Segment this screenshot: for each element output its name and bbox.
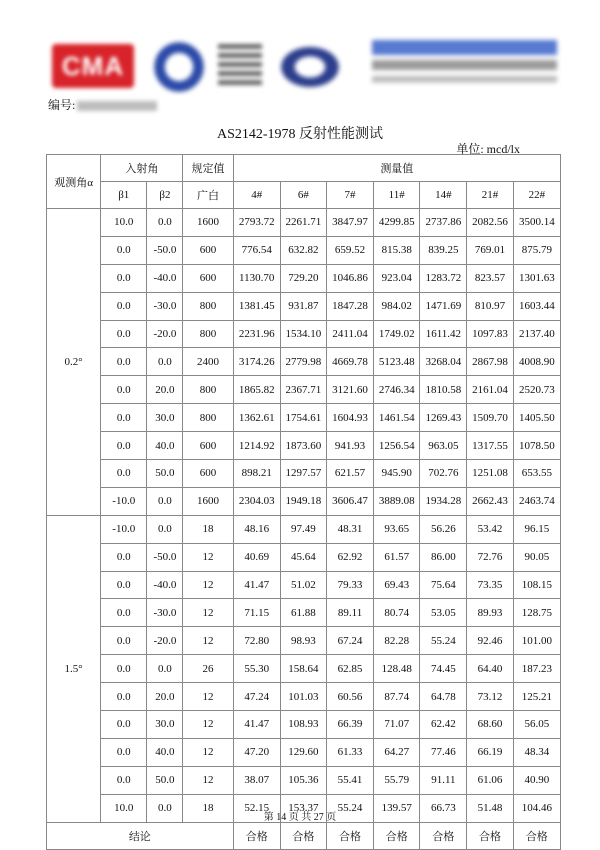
table-row [47,348,561,376]
page-footer: 第 14 页 共 27 页 [263,812,337,823]
conclusion-label: 结论 [47,822,234,849]
spec-sub-header: 广白 [183,182,233,209]
value-cell: 55.41 [326,766,373,794]
beta1-cell: 0.0 [101,627,147,655]
value-cell: 53.42 [467,515,513,543]
sample-header: 21# [467,182,513,209]
value-cell: 64.78 [420,683,467,711]
value-cell: 51.48 [467,794,513,822]
table-row [47,599,561,627]
value-cell: 60.56 [326,683,373,711]
table-row [47,209,561,237]
value-cell: 125.21 [513,683,560,711]
value-cell: 632.82 [280,236,326,264]
value-cell: 1949.18 [280,487,326,515]
value-cell: 86.00 [420,543,467,571]
beta2-cell: -20.0 [147,627,183,655]
value-cell: 90.05 [513,543,560,571]
beta2-cell: 0.0 [147,655,183,683]
value-cell: 823.57 [467,264,513,292]
value-cell: 128.75 [513,599,560,627]
value-cell: 1097.83 [467,320,513,348]
beta1-cell: 0.0 [101,766,147,794]
table-row [47,738,561,766]
value-cell: 1873.60 [280,432,326,460]
table-row [47,264,561,292]
value-cell: 91.11 [420,766,467,794]
value-cell: 1405.50 [513,404,560,432]
value-cell: 47.24 [233,683,280,711]
beta1-cell: 0.0 [101,460,147,488]
beta2-header: β2 [147,182,183,209]
sample-header: 11# [374,182,420,209]
value-cell: 2662.43 [467,487,513,515]
value-cell: 2520.73 [513,376,560,404]
value-cell: 66.39 [326,711,373,739]
value-cell: 128.48 [374,655,420,683]
value-cell: 1269.43 [420,404,467,432]
spec-cell: 600 [183,264,233,292]
value-cell: 92.46 [467,627,513,655]
obs-angle-cell: 0.2° [47,209,101,516]
value-cell: 1603.44 [513,292,560,320]
conclusion-cell: 合格 [513,822,560,849]
value-cell: 40.90 [513,766,560,794]
beta1-cell: 0.0 [101,683,147,711]
value-cell: 3847.97 [326,209,373,237]
value-cell: 62.92 [326,543,373,571]
table-row [47,627,561,655]
value-cell: 1847.28 [326,292,373,320]
value-cell: 41.47 [233,571,280,599]
value-cell: 105.36 [280,766,326,794]
cnas-logo [148,41,210,93]
value-cell: 40.69 [233,543,280,571]
beta2-cell: 30.0 [147,711,183,739]
conclusion-row [47,822,561,849]
header-row-2 [47,182,561,209]
beta1-cell: -10.0 [101,487,147,515]
value-cell: 153.37 [280,794,326,822]
value-cell: 1461.54 [374,404,420,432]
table-row [47,683,561,711]
value-cell: 108.15 [513,571,560,599]
value-cell: 2137.40 [513,320,560,348]
abt-logo [274,42,346,92]
table-row [47,487,561,515]
spec-cell: 12 [183,738,233,766]
beta1-cell: 0.0 [101,599,147,627]
beta2-cell: -50.0 [147,543,183,571]
unit-label: 单位: mcd/lx [456,142,520,156]
beta1-cell: 0.0 [101,348,147,376]
spec-cell: 800 [183,292,233,320]
value-cell: 93.65 [374,515,420,543]
table-row [47,711,561,739]
table-row [47,292,561,320]
value-cell: 3174.26 [233,348,280,376]
value-cell: 1283.72 [420,264,467,292]
beta1-cell: 0.0 [101,320,147,348]
beta1-cell: -10.0 [101,515,147,543]
sample-header: 4# [233,182,280,209]
beta2-cell: 0.0 [147,209,183,237]
value-cell: 984.02 [374,292,420,320]
value-cell: 56.05 [513,711,560,739]
value-cell: 48.16 [233,515,280,543]
value-cell: 1471.69 [420,292,467,320]
value-cell: 69.43 [374,571,420,599]
spec-cell: 12 [183,543,233,571]
beta1-cell: 0.0 [101,404,147,432]
spec-cell: 1600 [183,487,233,515]
value-cell: 1810.58 [420,376,467,404]
spec-cell: 12 [183,599,233,627]
value-cell: 898.21 [233,460,280,488]
value-cell: 1534.10 [280,320,326,348]
spec-cell: 1600 [183,209,233,237]
table-row [47,404,561,432]
value-cell: 77.46 [420,738,467,766]
value-cell: 4299.85 [374,209,420,237]
value-cell: 75.64 [420,571,467,599]
beta2-cell: 30.0 [147,404,183,432]
value-cell: 48.34 [513,738,560,766]
beta1-header: β1 [101,182,147,209]
value-cell: 1256.54 [374,432,420,460]
value-cell: 839.25 [420,236,467,264]
table-row [47,320,561,348]
value-cell: 87.74 [374,683,420,711]
value-cell: 2737.86 [420,209,467,237]
value-cell: 2411.04 [326,320,373,348]
table-row [47,543,561,571]
value-cell: 2304.03 [233,487,280,515]
value-cell: 5123.48 [374,348,420,376]
value-cell: 1754.61 [280,404,326,432]
table-row [47,460,561,488]
value-cell: 4669.78 [326,348,373,376]
value-cell: 2867.98 [467,348,513,376]
value-cell: 1611.42 [420,320,467,348]
header-row-1 [47,155,561,182]
value-cell: 776.54 [233,236,280,264]
value-cell: 139.57 [374,794,420,822]
value-cell: 3889.08 [374,487,420,515]
value-cell: 89.93 [467,599,513,627]
value-cell: 769.01 [467,236,513,264]
spec-header: 规定值 [183,155,233,182]
spec-cell: 12 [183,571,233,599]
value-cell: 1251.08 [467,460,513,488]
value-cell: 941.93 [326,432,373,460]
value-cell: 1604.93 [326,404,373,432]
beta2-cell: 40.0 [147,738,183,766]
value-cell: 3500.14 [513,209,560,237]
value-cell: 158.64 [280,655,326,683]
value-cell: 2261.71 [280,209,326,237]
logo-bar [52,36,562,96]
beta1-cell: 0.0 [101,543,147,571]
beta2-cell: -30.0 [147,599,183,627]
value-cell: 97.49 [280,515,326,543]
table-row [47,236,561,264]
value-cell: 1078.50 [513,432,560,460]
value-cell: 73.35 [467,571,513,599]
value-cell: 1130.70 [233,264,280,292]
beta2-cell: -40.0 [147,571,183,599]
table-body [47,155,561,850]
spec-cell: 600 [183,236,233,264]
value-cell: 2793.72 [233,209,280,237]
table-row [47,515,561,543]
value-cell: 61.33 [326,738,373,766]
value-cell: 1749.02 [374,320,420,348]
value-cell: 101.03 [280,683,326,711]
value-cell: 55.24 [326,794,373,822]
spec-cell: 12 [183,683,233,711]
cma-logo: CMA [52,44,134,88]
beta1-cell: 0.0 [101,432,147,460]
value-cell: 64.27 [374,738,420,766]
value-cell: 80.74 [374,599,420,627]
value-cell: 45.64 [280,543,326,571]
value-cell: 74.45 [420,655,467,683]
value-cell: 62.42 [420,711,467,739]
spec-cell: 18 [183,794,233,822]
value-cell: 963.05 [420,432,467,460]
spec-cell: 12 [183,627,233,655]
value-cell: 61.06 [467,766,513,794]
table-row [47,432,561,460]
spec-cell: 18 [183,515,233,543]
spec-cell: 800 [183,320,233,348]
beta2-cell: -50.0 [147,236,183,264]
value-cell: 1297.57 [280,460,326,488]
value-cell: 1509.70 [467,404,513,432]
value-cell: 108.93 [280,711,326,739]
value-cell: 1381.45 [233,292,280,320]
value-cell: 2231.96 [233,320,280,348]
value-cell: 89.11 [326,599,373,627]
conclusion-cell: 合格 [280,822,326,849]
value-cell: 73.12 [467,683,513,711]
value-cell: 66.19 [467,738,513,766]
value-cell: 67.24 [326,627,373,655]
reflectance-table [46,154,561,850]
spec-cell: 2400 [183,348,233,376]
value-cell: 48.31 [326,515,373,543]
value-cell: 62.85 [326,655,373,683]
value-cell: 1214.92 [233,432,280,460]
value-cell: 1934.28 [420,487,467,515]
value-cell: 1317.55 [467,432,513,460]
beta2-cell: 50.0 [147,766,183,794]
beta1-cell: 0.0 [101,376,147,404]
value-cell: 38.07 [233,766,280,794]
value-cell: 702.76 [420,460,467,488]
value-cell: 621.57 [326,460,373,488]
value-cell: 72.80 [233,627,280,655]
spec-cell: 800 [183,376,233,404]
value-cell: 945.90 [374,460,420,488]
value-cell: 61.57 [374,543,420,571]
value-cell: 129.60 [280,738,326,766]
beta1-cell: 0.0 [101,571,147,599]
beta1-cell: 0.0 [101,292,147,320]
value-cell: 96.15 [513,515,560,543]
value-cell: 2746.34 [374,376,420,404]
lab-name-logo [372,40,557,90]
value-cell: 71.07 [374,711,420,739]
value-cell: 923.04 [374,264,420,292]
conclusion-cell: 合格 [233,822,280,849]
spec-cell: 600 [183,432,233,460]
value-cell: 68.60 [467,711,513,739]
value-cell: 101.00 [513,627,560,655]
spec-cell: 12 [183,711,233,739]
spec-cell: 600 [183,460,233,488]
sample-header: 6# [280,182,326,209]
sample-header: 22# [513,182,560,209]
beta1-cell: 0.0 [101,655,147,683]
value-cell: 1362.61 [233,404,280,432]
value-cell: 79.33 [326,571,373,599]
value-cell: 3268.04 [420,348,467,376]
beta2-cell: 40.0 [147,432,183,460]
value-cell: 2161.04 [467,376,513,404]
value-cell: 3606.47 [326,487,373,515]
conclusion-cell: 合格 [326,822,373,849]
value-cell: 55.30 [233,655,280,683]
conclusion-cell: 合格 [420,822,467,849]
spec-cell: 12 [183,766,233,794]
value-cell: 2463.74 [513,487,560,515]
value-cell: 66.73 [420,794,467,822]
value-cell: 61.88 [280,599,326,627]
beta2-cell: 0.0 [147,515,183,543]
obs-angle-cell: 1.5° [47,515,101,822]
measured-header: 测量值 [233,155,560,182]
value-cell: 729.20 [280,264,326,292]
value-cell: 104.46 [513,794,560,822]
value-cell: 2779.98 [280,348,326,376]
beta2-cell: 0.0 [147,348,183,376]
conclusion-cell: 合格 [467,822,513,849]
value-cell: 931.87 [280,292,326,320]
beta2-cell: -40.0 [147,264,183,292]
table-row [47,376,561,404]
value-cell: 64.40 [467,655,513,683]
value-cell: 47.20 [233,738,280,766]
report-number-redacted [77,101,157,111]
spec-cell: 800 [183,404,233,432]
spec-cell: 26 [183,655,233,683]
table-row [47,571,561,599]
report-number-label: 编号: [48,98,76,112]
beta1-cell: 0.0 [101,264,147,292]
table-row [47,655,561,683]
beta2-cell: 50.0 [147,460,183,488]
sample-header: 14# [420,182,467,209]
beta1-cell: 0.0 [101,711,147,739]
conclusion-cell: 合格 [374,822,420,849]
value-cell: 1865.82 [233,376,280,404]
incidence-header: 入射角 [101,155,183,182]
sample-header: 7# [326,182,373,209]
beta2-cell: 0.0 [147,487,183,515]
beta2-cell: 20.0 [147,376,183,404]
value-cell: 187.23 [513,655,560,683]
obs-angle-header: 观测角α [47,155,101,209]
value-cell: 53.05 [420,599,467,627]
page-title: AS2142-1978 反射性能测试 [216,127,384,142]
beta1-cell: 10.0 [101,794,147,822]
beta2-cell: -20.0 [147,320,183,348]
value-cell: 55.79 [374,766,420,794]
value-cell: 55.24 [420,627,467,655]
value-cell: 810.97 [467,292,513,320]
value-cell: 1301.63 [513,264,560,292]
value-cell: 3121.60 [326,376,373,404]
value-cell: 653.55 [513,460,560,488]
beta1-cell: 10.0 [101,209,147,237]
beta2-cell: 0.0 [147,794,183,822]
value-cell: 98.93 [280,627,326,655]
value-cell: 41.47 [233,711,280,739]
value-cell: 815.38 [374,236,420,264]
value-cell: 875.79 [513,236,560,264]
value-cell: 72.76 [467,543,513,571]
value-cell: 2367.71 [280,376,326,404]
value-cell: 2082.56 [467,209,513,237]
beta1-cell: 0.0 [101,738,147,766]
value-cell: 4008.90 [513,348,560,376]
cnas-text-logo [218,44,262,88]
value-cell: 52.15 [233,794,280,822]
beta1-cell: 0.0 [101,236,147,264]
table-row [47,766,561,794]
value-cell: 82.28 [374,627,420,655]
value-cell: 71.15 [233,599,280,627]
value-cell: 51.02 [280,571,326,599]
beta2-cell: -30.0 [147,292,183,320]
value-cell: 659.52 [326,236,373,264]
value-cell: 56.26 [420,515,467,543]
beta2-cell: 20.0 [147,683,183,711]
report-number [48,96,157,113]
value-cell: 1046.86 [326,264,373,292]
